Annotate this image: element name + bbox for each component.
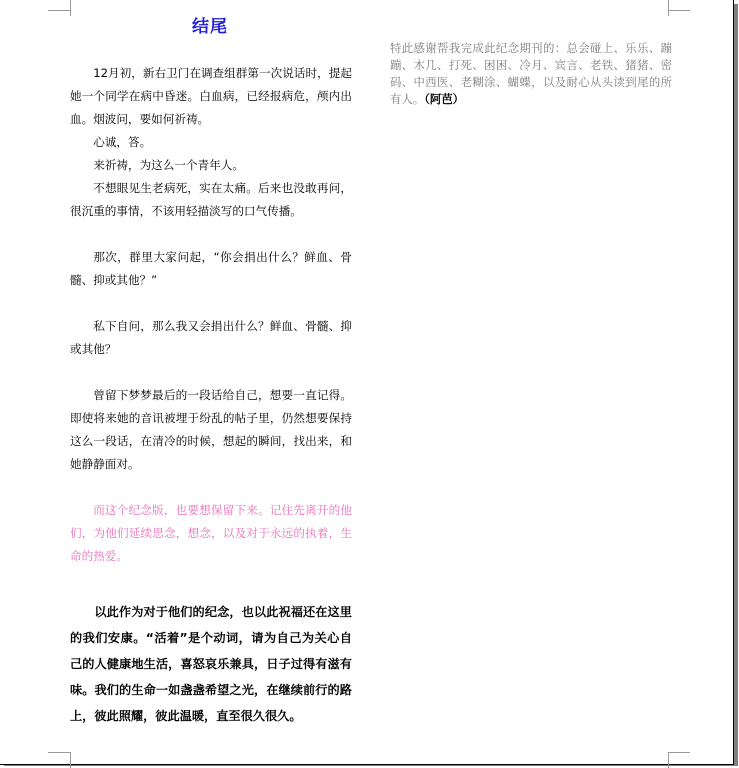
crop-mark-bottom-right-h — [668, 752, 690, 753]
paragraph-1: 12月初，新右卫门在调查组群第一次说话时，提起她一个同学在病中昏迷。白血病，已经报病危，颅内出血。烟波问，要如何祈祷。 — [70, 66, 352, 126]
paragraph-7: 曾留下梦梦最后的一段话给自己，想要一直记得。即使将来她的音讯被埋于纷乱的帖子里，仍然想要保持这么一段话，在清冷的时候，想起的瞬间，找出来，和她静静面对。 — [70, 388, 352, 471]
crop-mark-bottom-left-h — [48, 752, 70, 753]
paragraph-6: 私下自问，那么我又会捐出什么？鲜血、骨髓、抑或其他？ — [70, 319, 352, 356]
left-column — [70, 62, 352, 741]
page-title: 结尾 — [192, 17, 228, 37]
author-credit: （阿芭） — [424, 92, 465, 106]
crop-mark-top-right-h — [668, 10, 690, 11]
paragraph-5: 那次，群里大家问起，“你会捐出什么？鲜血、骨髓、抑或其他？” — [70, 250, 352, 287]
right-column — [390, 40, 672, 108]
paragraph-4: 不想眼见生老病死，实在太痛。后来也没敢再问，很沉重的事情，不该用轻描淡写的口气传播。 — [70, 181, 352, 218]
crop-mark-top-right-v — [668, 0, 669, 16]
paragraph-2: 心诚，答。 — [93, 135, 152, 149]
paragraph-memorial-pink: 而这个纪念版，也要想保留下来。记住先离开的他们，为他们延续思念，想念，以及对于永远的执着，生命的热爱。 — [70, 503, 352, 563]
page-shadow-right — [734, 4, 738, 766]
crop-mark-top-left-h — [48, 10, 70, 11]
paragraph-3: 来祈祷，为这么一个青年人。 — [93, 158, 244, 172]
paragraph-closing-bold: 以此作为对于他们的纪念，也以此祝福还在这里的我们安康。“活着”是个动词，请为自己为关心自己的人健康地生活，喜怒哀乐兼具，日子过得有滋有味。我们的生命一如盏盏希望之光，在继续前行的路上，彼此照耀，彼此温暖，直至很久很久。 — [70, 605, 352, 723]
crop-mark-top-left-v — [70, 0, 71, 16]
thanks-text: 特此感谢帮我完成此纪念期刊的：总会碰上、乐乐、蹦蹦、木几、打死、困困、冷月、宾言、老铁、猪猪、密码、中西医、老糊涂、蝴蝶，以及耐心从头读到尾的所有人。 — [390, 41, 672, 106]
